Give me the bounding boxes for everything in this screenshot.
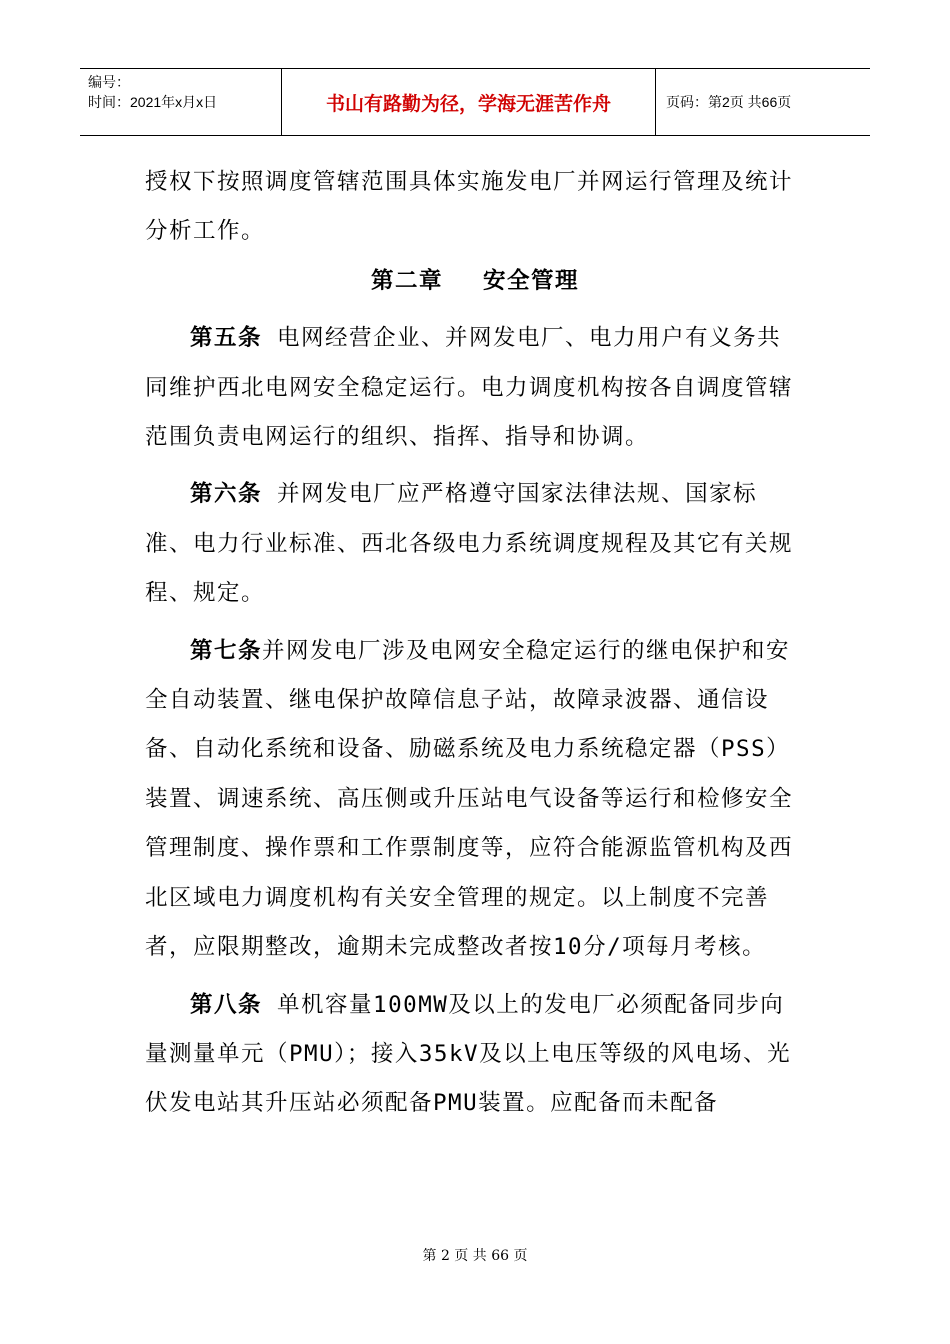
intro-paragraph: 授权下按照调度管辖范围具体实施发电厂并网运行管理及统计分析工作。	[145, 169, 794, 245]
chapter-title: 安全管理	[483, 267, 580, 294]
article-8	[145, 981, 805, 1129]
article-5-text: 电网经营企业、并网发电厂、电力用户有义务共同维护西北电网安全稳定运行。电力调度机构按各自调度管辖范围负责电网运行的组织、指挥、指导和协调。	[145, 325, 794, 451]
code-label: 编号：	[88, 74, 130, 90]
article-6-text: 并网发电厂应严格遵守国家法律法规、国家标准、电力行业标准、西北各级电力系统调度规程及其它有关规程、规定。	[145, 481, 794, 607]
chapter-heading	[145, 257, 805, 306]
document-body	[145, 158, 805, 1129]
article-5-title: 第五条	[190, 325, 263, 352]
time-label: 时间：2021年x月x日	[88, 94, 218, 110]
chapter-number: 第二章	[370, 267, 443, 294]
article-7	[145, 627, 805, 973]
page-footer: 第 2 页 共 66 页	[422, 1248, 528, 1264]
article-8-text: 单机容量100MW及以上的发电厂必须配备同步向量测量单元（PMU）；接入35kV及以上电压等级的风电场、光伏发电站其升压站必须配备PMU装置。应配备而未配备	[145, 991, 792, 1117]
header-motto: 书山有路勤为径，学海无涯苦作舟	[282, 69, 656, 135]
article-7-text: 并网发电厂涉及电网安全稳定运行的继电保护和安全自动装置、继电保护故障信息子站，故障录波器、通信设备、自动化系统和设备、励磁系统及电力系统稳定器（PSS）装置、调速系统、高压侧或升压站电气设备等运行和检修安全管理制度、操作票和工作票制度等，应符合能源监管机构及西北区域电力调度机构有关安全管理的规定。以上制度不完善者，应限期整改，逾期未完成整改者按10分/项每月考核。	[145, 637, 794, 961]
header-meta	[80, 69, 282, 135]
page-header	[80, 68, 870, 136]
article-8-title: 第八条	[190, 991, 263, 1018]
article-6-title: 第六条	[190, 481, 263, 508]
article-5	[145, 314, 805, 462]
article-6	[145, 470, 805, 618]
article-7-title: 第七条	[190, 637, 263, 664]
header-page-info: 页码：第2页 共66页	[666, 94, 792, 110]
